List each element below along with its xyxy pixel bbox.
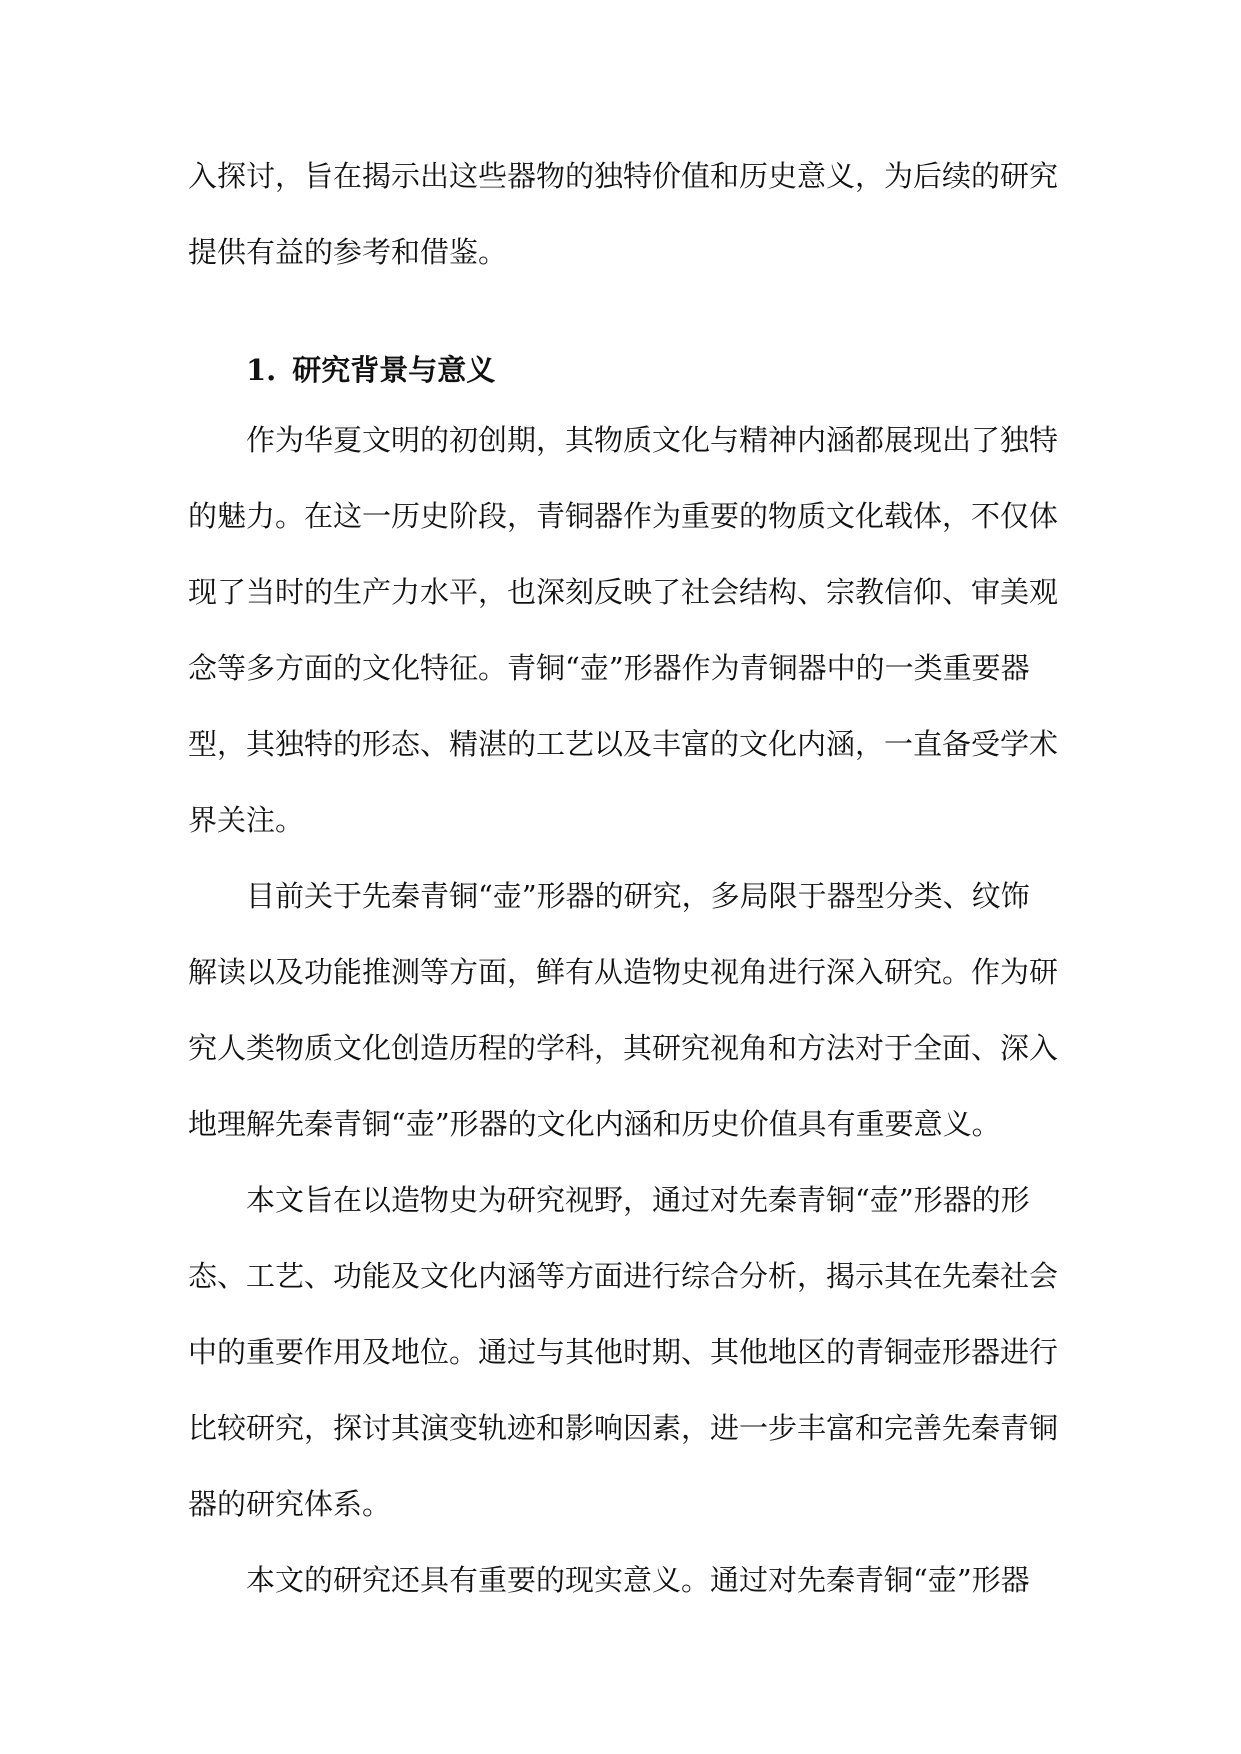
text-line: 态、工艺、功能及文化内涵等方面进行综合分析，揭示其在先秦社会 [188,1259,1058,1293]
text-line: 界关注。 [188,803,305,837]
paragraph-4 [188,1542,1058,1618]
text-line: 比较研究，探讨其演变轨迹和影响因素，进一步丰富和完善先秦青铜 [188,1411,1058,1445]
section-number: 1. [246,353,277,387]
paragraph-1 [188,402,1058,858]
text-line: 究人类物质文化创造历程的学科，其研究视角和方法对于全面、深入 [188,1031,1058,1065]
text-line: 本文的研究还具有重要的现实意义。通过对先秦青铜“壶”形器 [246,1563,1030,1597]
text-line: 目前关于先秦青铜“壶”形器的研究，多局限于器型分类、纹饰 [246,879,1030,913]
text-line: 本文旨在以造物史为研究视野，通过对先秦青铜“壶”形器的形 [246,1183,1030,1217]
section-heading [188,338,1058,402]
text-line: 中的重要作用及地位。通过与其他时期、其他地区的青铜壶形器进行 [188,1335,1058,1369]
paragraph-2 [188,858,1058,1162]
text-line: 现了当时的生产力水平，也深刻反映了社会结构、宗教信仰、审美观 [188,575,1058,609]
spacer [188,290,1058,338]
text-line: 器的研究体系。 [188,1487,392,1521]
text-line: 型，其独特的形态、精湛的工艺以及丰富的文化内涵，一直备受学术 [188,727,1058,761]
paragraph-3 [188,1162,1058,1542]
document-page [188,138,1058,1618]
text-line: 作为华夏文明的初创期，其物质文化与精神内涵都展现出了独特 [246,423,1058,457]
text-line: 地理解先秦青铜“壶”形器的文化内涵和历史价值具有重要意义。 [188,1107,1001,1141]
text-line: 解读以及功能推测等方面，鲜有从造物史视角进行深入研究。作为研 [188,955,1058,989]
text-line: 念等多方面的文化特征。青铜“壶”形器作为青铜器中的一类重要器 [188,651,1030,685]
text-line: 的魅力。在这一历史阶段，青铜器作为重要的物质文化载体，不仅体 [188,499,1058,533]
section-title: 研究背景与意义 [292,353,496,387]
text-line: 入探讨，旨在揭示出这些器物的独特价值和历史意义，为后续的研究 [188,159,1058,193]
text-line: 提供有益的参考和借鉴。 [188,235,508,269]
intro-paragraph [188,138,1058,290]
